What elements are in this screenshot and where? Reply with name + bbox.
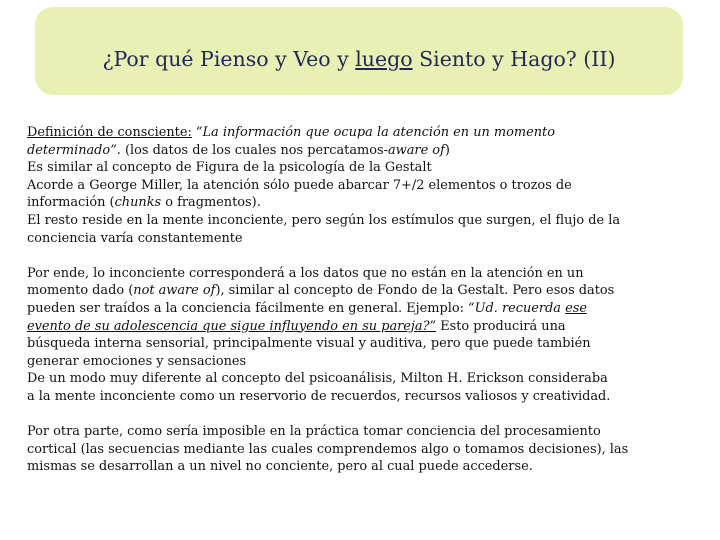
paragraph-inconciente [27, 265, 692, 406]
slide-title [35, 45, 683, 73]
example-quote: evento de su adolescencia que sigue influyendo en su pareja?” [27, 318, 437, 334]
text-line [27, 194, 692, 212]
definition-label: Definición de consciente: [27, 125, 192, 140]
text-line: a la mente inconciente como un reservorio de recuerdos, recursos valiosos y creatividad. [27, 388, 611, 404]
paragraph-gap [27, 247, 692, 265]
text-line: De un modo muy diferente al concepto del psicoanálisis, Milton H. Erickson consideraba [27, 371, 608, 387]
example-quote-underlined: ese [565, 300, 587, 316]
example-quote: “Ud. recuerda [468, 300, 566, 316]
paragraph-gap [27, 406, 692, 424]
paragraph-consciente [27, 124, 692, 247]
text-line: conciencia varía constantemente [27, 230, 243, 246]
text-line [27, 300, 692, 318]
text-line: Acorde a George Miller, la atención sólo puede abarcar 7+/2 elementos o trozos de [27, 177, 572, 193]
text-line [27, 282, 692, 300]
text-line: generar emociones y sensaciones [27, 353, 247, 369]
text-span-italic: not aware of [133, 283, 216, 299]
text-span: información ( [27, 195, 115, 211]
slide-body [27, 124, 692, 476]
text-line: Por ende, lo inconciente corresponderá a los datos que no están en la atención en un [27, 265, 584, 281]
text-span: Esto producirá una [436, 318, 566, 334]
text-span: ), similar al concepto de Fondo de la Gestalt. Pero esos datos [215, 283, 615, 299]
text-line [27, 142, 692, 160]
text-line [27, 318, 692, 336]
text-line: El resto reside en la mente inconciente, pero según los estímulos que surgen, el flujo de la [27, 212, 621, 228]
paragraph-procesamiento [27, 423, 692, 476]
title-text-start: ¿Por qué Pienso y Veo y [102, 47, 356, 71]
title-underlined-word: luego [355, 47, 413, 71]
definition-quote: “La información que ocupa la atención en un momento [191, 125, 555, 140]
text-span: ) [444, 142, 450, 158]
text-line [27, 124, 692, 142]
text-line: búsqueda interna sensorial, principalmente visual y auditiva, pero que puede también [27, 336, 591, 352]
text-line: Por otra parte, como sería imposible en la práctica tomar conciencia del procesamiento [27, 424, 601, 440]
text-line: Es similar al concepto de Figura de la psicología de la Gestalt [27, 160, 432, 176]
title-box [35, 7, 683, 95]
title-text-end: Siento y Hago? (II) [412, 47, 616, 71]
text-span: (los datos de los cuales nos percatamos- [120, 142, 388, 158]
text-span-italic: aware of [388, 142, 445, 158]
definition-quote-end: determinado”. [27, 142, 121, 158]
text-span: pueden ser traídos a la conciencia fácilmente en general. Ejemplo: [27, 300, 469, 316]
text-span: o fragmentos). [161, 195, 261, 211]
text-line: mismas se desarrollan a un nivel no conciente, pero al cual puede accederse. [27, 459, 533, 475]
text-span-italic: chunks [114, 195, 162, 211]
text-line: cortical (las secuencias mediante las cuales comprendemos algo o tomamos decisiones), las [27, 441, 629, 457]
text-span: momento dado ( [27, 283, 134, 299]
